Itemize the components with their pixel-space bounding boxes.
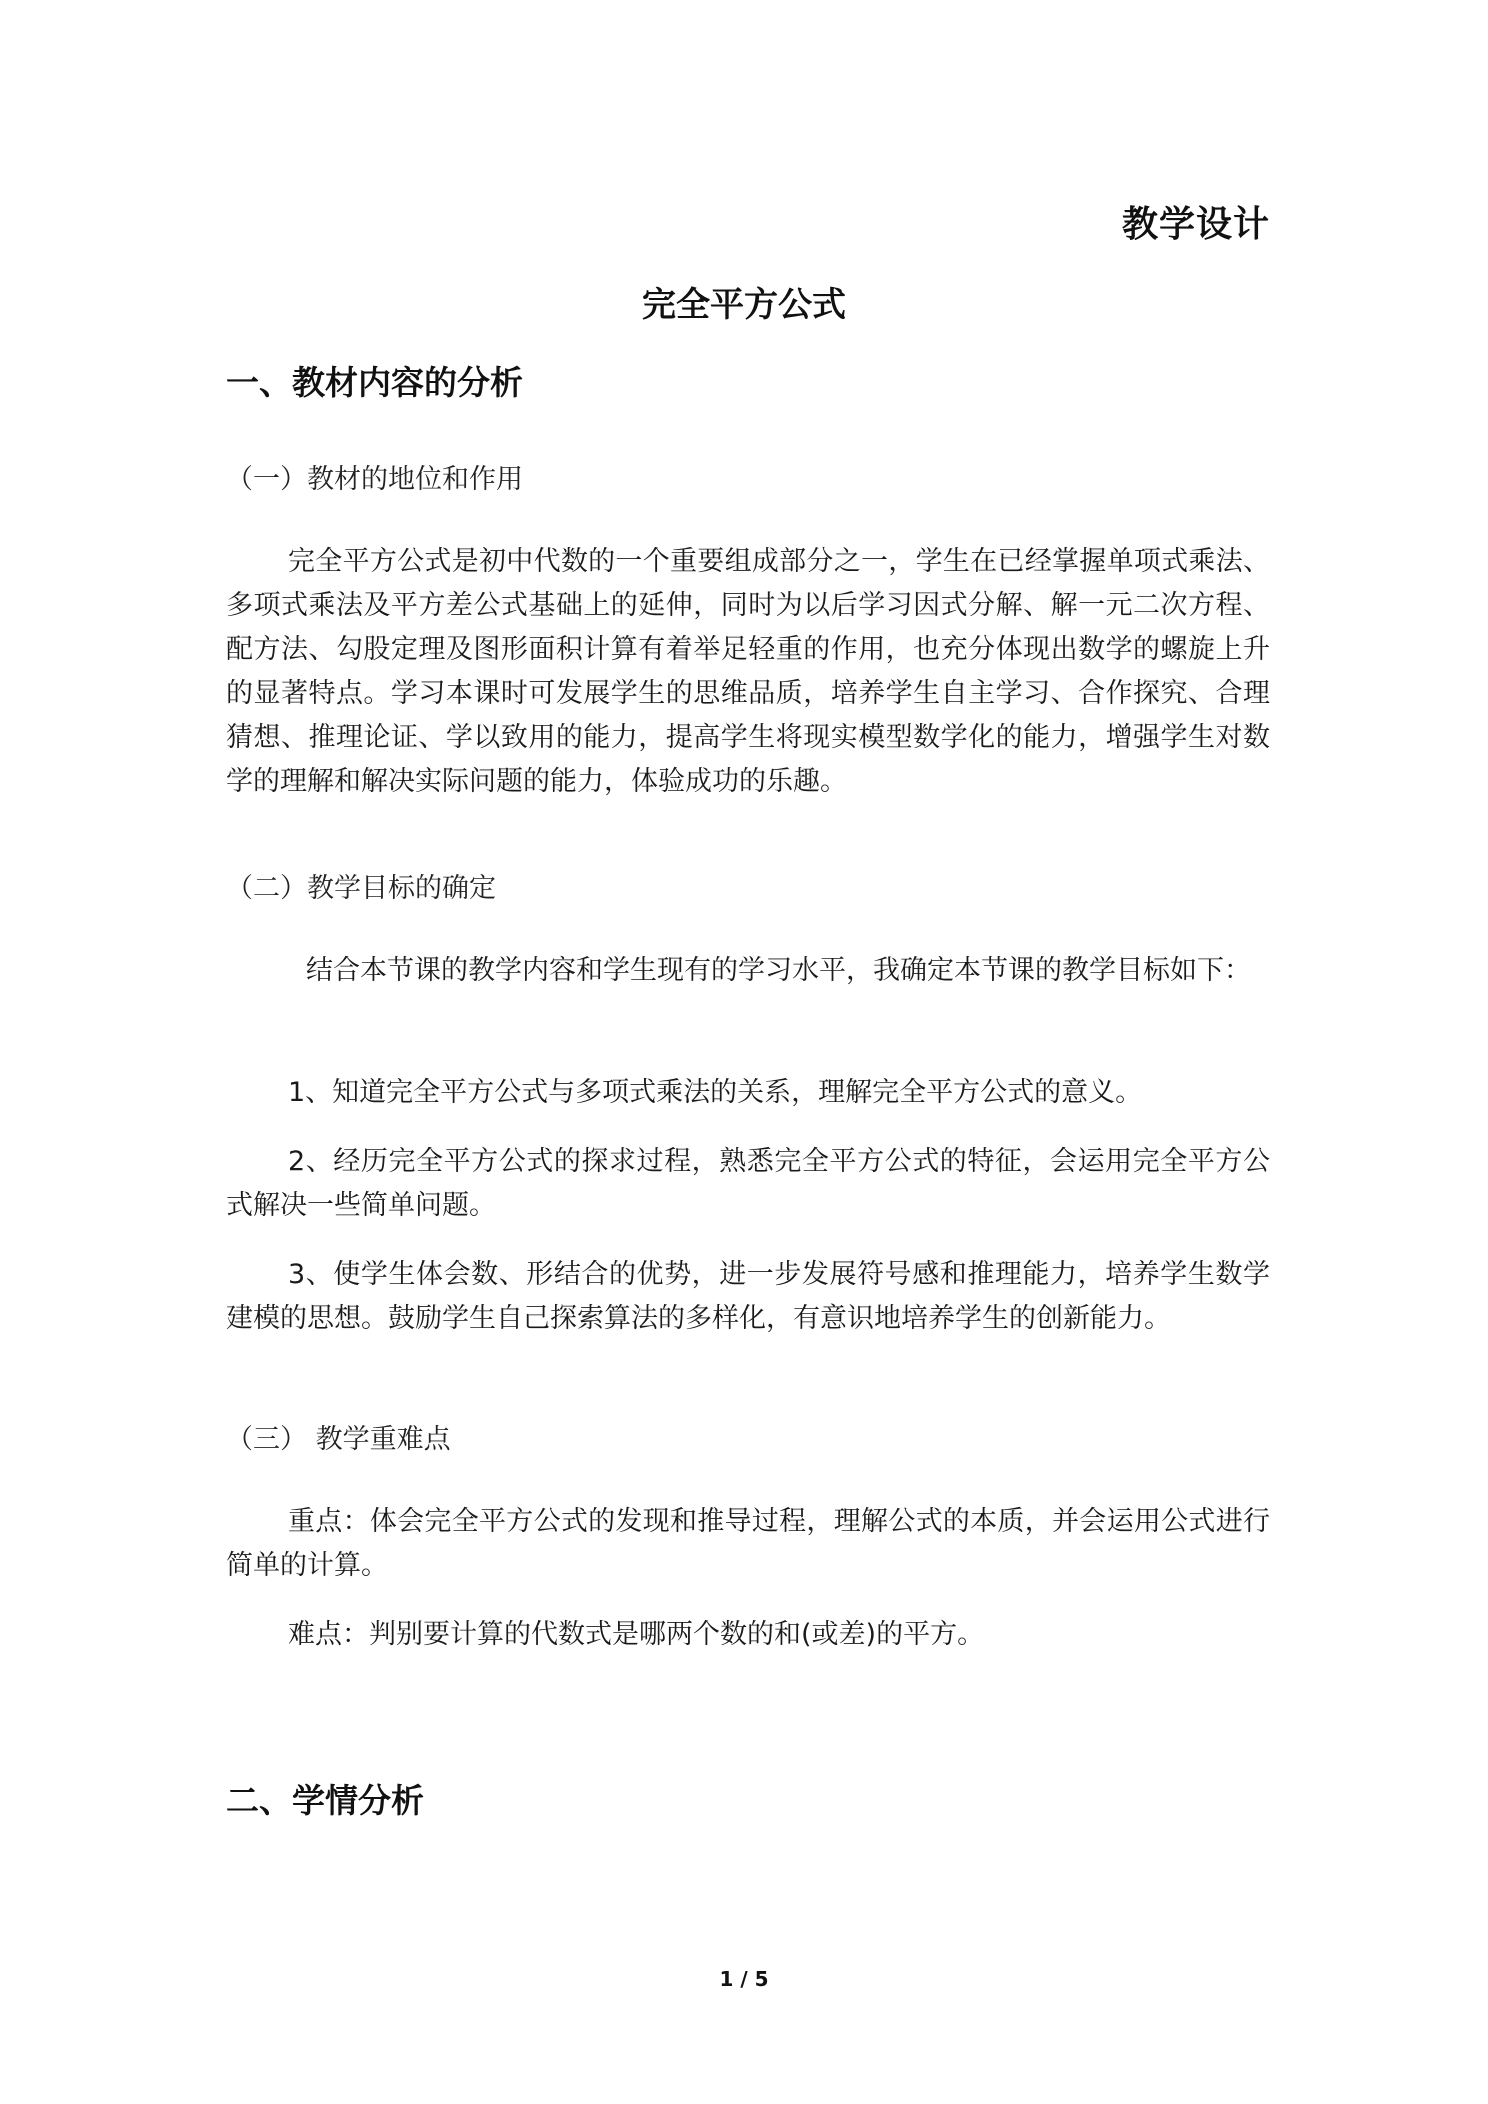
section-heading-material-analysis: 一、教材内容的分析 (226, 363, 523, 402)
paragraph-difficulty: 难点：判别要计算的代数式是哪两个数的和(或差)的平方。 (288, 1619, 985, 1650)
section-heading-learner-analysis: 二、学情分析 (226, 1781, 424, 1820)
subsection-heading-key-difficult-points: （三） 教学重难点 (226, 1424, 451, 1455)
page-number: 1 / 5 (719, 1967, 769, 1991)
document-type-label: 教学设计 (1121, 204, 1270, 245)
subsection-heading-teaching-goals: （二）教学目标的确定 (226, 873, 496, 904)
list-item-goal-3: 3、使学生体会数、形结合的优势，进一步发展符号感和推理能力，培养学生数学建模的思想。鼓励学生自己探索算法的多样化，有意识地培养学生的创新能力。 (226, 1259, 1270, 1334)
paragraph-position-role: 完全平方公式是初中代数的一个重要组成部分之一，学生在已经掌握单项式乘法、多项式乘法及平方差公式基础上的延伸，同时为以后学习因式分解、解一元二次方程、配方法、勾股定理及图形面积计算有着举足轻重的作用，也充分体现出数学的螺旋上升的显著特点。学习本课时可发展学生的思维品质，培养学生自主学习、合作探究、合理猜想、推理论证、学以致用的能力，提高学生将现实模型数学化的能力，增强学生对数学的理解和解决实际问题的能力，体验成功的乐趣。 (226, 546, 1270, 797)
list-item-goal-2: 2、经历完全平方公式的探求过程，熟悉完全平方公式的特征，会运用完全平方公式解决一些简单问题。 (226, 1146, 1270, 1221)
list-item-goal-1: 1、知道完全平方公式与多项式乘法的关系，理解完全平方公式的意义。 (288, 1077, 1143, 1108)
paragraph-key-point: 重点：体会完全平方公式的发现和推导过程，理解公式的本质，并会运用公式进行简单的计算。 (226, 1506, 1270, 1581)
document-title: 完全平方公式 (642, 285, 846, 325)
paragraph-goals-intro: 结合本节课的教学内容和学生现有的学习水平，我确定本节课的教学目标如下： (306, 955, 1251, 986)
subsection-heading-position-role: （一）教材的地位和作用 (226, 464, 523, 495)
